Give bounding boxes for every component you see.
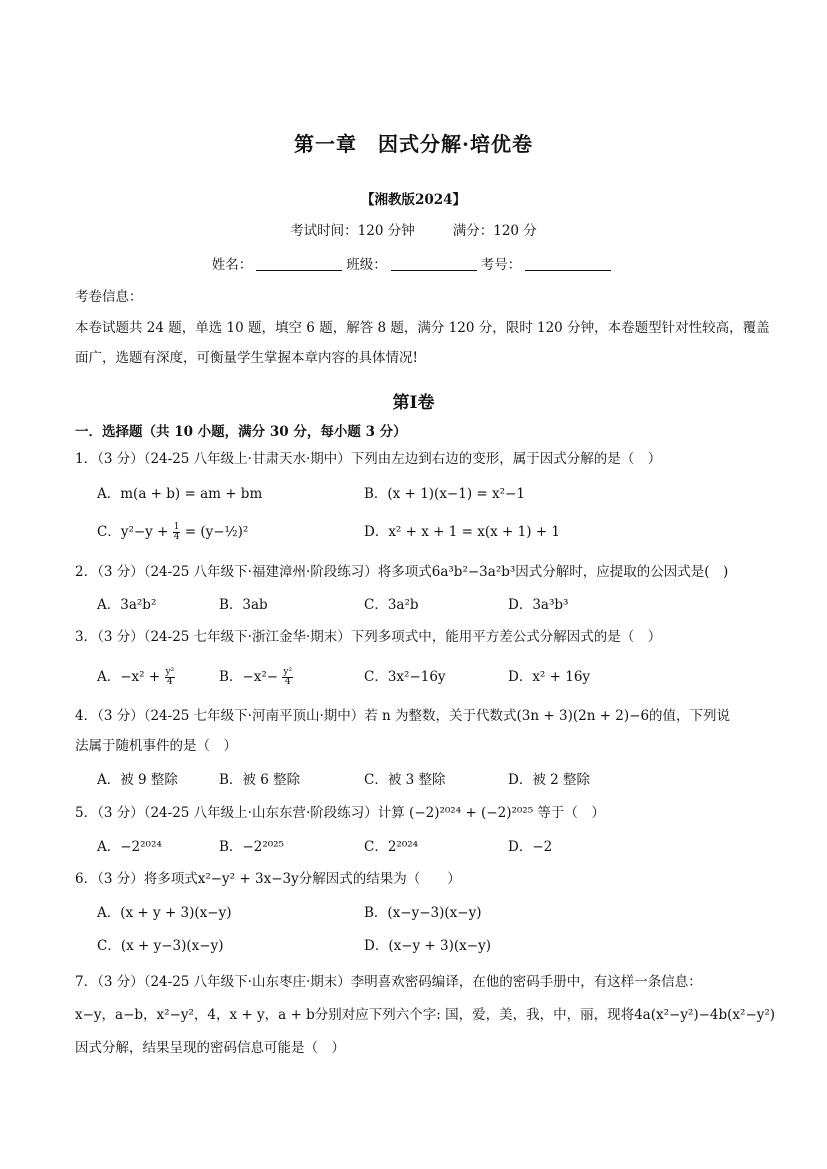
q2-option-a[interactable]: A．3a²b² (97, 597, 157, 613)
q1-option-a[interactable]: A．m(a + b) = am + bm (97, 486, 263, 502)
exam-info (0, 219, 827, 239)
number-blank[interactable] (525, 256, 611, 271)
q5-option-d[interactable]: D．−2 (508, 839, 553, 855)
q4-option-d[interactable]: D．被 2 整除 (508, 772, 590, 788)
question-7-stem-line-2: x−y，a−b，x²−y²，4，x + y，a + b分别对应下列六个字: 国，爱，美，我，中，丽，现将4a(x²−y²)−4b(x²−y²) (75, 1007, 776, 1023)
class-label: 班级： (346, 257, 387, 273)
student-fields (0, 253, 827, 273)
q1-option-b[interactable]: B．(x + 1)(x−1) = x²−1 (364, 486, 525, 502)
q5-option-a[interactable]: A．−2²⁰²⁴ (97, 839, 162, 855)
question-6-stem: 6．（3 分）将多项式x²−y² + 3x−3y分解因式的结果为（ ） (75, 871, 461, 887)
q3-option-a[interactable] (97, 666, 175, 688)
q3-option-d[interactable]: D．x² + 16y (508, 669, 591, 685)
info-line-2: 面广，选题有深度，可衡量学生掌握本章内容的具体情况! (75, 350, 418, 366)
q6-option-a[interactable]: A．(x + y + 3)(x−y) (97, 905, 232, 921)
page-title: 第一章 因式分解·培优卷 (294, 132, 533, 156)
q3-b-pre: B．−x²− (219, 669, 279, 685)
q1-c-fraction (173, 523, 181, 542)
question-5-stem: 5．（3 分）（24-25 八年级上·山东东营·阶段练习）计算 (−2)²⁰²⁴ + (−2)²⁰²⁵ 等于（ ） (75, 805, 605, 821)
q3-b-num: y² (283, 667, 293, 677)
q3-a-den: 4 (166, 677, 173, 687)
q3-b-den: 4 (284, 677, 291, 687)
name-blank[interactable] (256, 256, 342, 271)
q4-option-a[interactable]: A．被 9 整除 (97, 772, 178, 788)
q1-option-d[interactable]: D．x² + x + 1 = x(x + 1) + 1 (364, 524, 560, 540)
q6-option-c[interactable]: C．(x + y−3)(x−y) (97, 938, 224, 954)
exam-time: 考试时间：120 分钟 (290, 223, 415, 239)
edition-label: 【湘教版2024】 (360, 192, 467, 208)
q1-c-num: 1 (173, 522, 180, 532)
exam-score: 满分：120 分 (452, 223, 537, 239)
q2-option-b[interactable]: B．3ab (219, 597, 268, 613)
section-heading: 一．选择题（共 10 小题，满分 30 分，每小题 3 分） (75, 424, 407, 440)
question-4-stem-line-1: 4．（3 分）（24-25 七年级下·河南平顶山·期中）若 n 为整数，关于代数式(3n + 3)(2n + 2)−6的值，下列说 (75, 708, 731, 724)
name-label: 姓名： (211, 257, 253, 273)
q2-option-d[interactable]: D．3a³b³ (508, 597, 569, 613)
number-label: 考号： (480, 257, 522, 273)
q1-c-pre: C．y²−y + (97, 524, 169, 540)
question-7-stem-line-3: 因式分解，结果呈现的密码信息可能是（ ） (75, 1040, 345, 1056)
q4-option-c[interactable]: C．被 3 整除 (364, 772, 446, 788)
q6-option-d[interactable]: D．(x−y + 3)(x−y) (364, 938, 491, 954)
q1-c-den: 4 (173, 532, 180, 542)
question-2-stem: 2．（3 分）（24-25 八年级下·福建漳州·阶段练习）将多项式6a³b²−3a²b³因式分解时，应提取的公因式是( ) (75, 564, 729, 580)
question-3-stem: 3．（3 分）（24-25 七年级下·浙江金华·期末）下列多项式中，能用平方差公式分解因式的是（ ） (75, 629, 662, 645)
q5-option-c[interactable]: C．2²⁰²⁴ (364, 839, 419, 855)
q3-a-pre: A．−x² + (97, 669, 161, 685)
q3-option-b[interactable] (219, 666, 293, 688)
q6-option-b[interactable]: B．(x−y−3)(x−y) (364, 905, 482, 921)
q3-option-c[interactable]: C．3x²−16y (364, 669, 446, 685)
class-blank[interactable] (391, 256, 477, 271)
q4-option-b[interactable]: B．被 6 整除 (219, 772, 301, 788)
q3-a-num: y² (165, 667, 175, 677)
q3-a-fraction (165, 668, 176, 687)
part-title: 第Ⅰ卷 (392, 393, 435, 413)
question-4-stem-line-2: 法属于随机事件的是（ ） (75, 738, 237, 754)
question-7-stem-line-1: 7．（3 分）（24-25 八年级下·山东枣庄·期末）李明喜欢密码编译，在他的密码手册中，有这样一条信息： (75, 974, 702, 990)
q1-c-post: = (y−½)² (184, 524, 249, 540)
info-line-1: 本卷试题共 24 题，单选 10 题，填空 6 题，解答 8 题，满分 120 分，限时 120 分钟，本卷题型针对性较高，覆盖 (75, 320, 770, 336)
info-label: 考卷信息： (75, 289, 143, 305)
q3-b-fraction (282, 668, 293, 687)
q1-option-c[interactable] (97, 521, 248, 543)
q2-option-c[interactable]: C．3a²b (364, 597, 419, 613)
q5-option-b[interactable]: B．−2²⁰²⁵ (219, 839, 284, 855)
question-1-stem: 1．（3 分）（24-25 八年级上·甘肃天水·期中）下列由左边到右边的变形，属于因式分解的是（ ） (75, 451, 662, 467)
